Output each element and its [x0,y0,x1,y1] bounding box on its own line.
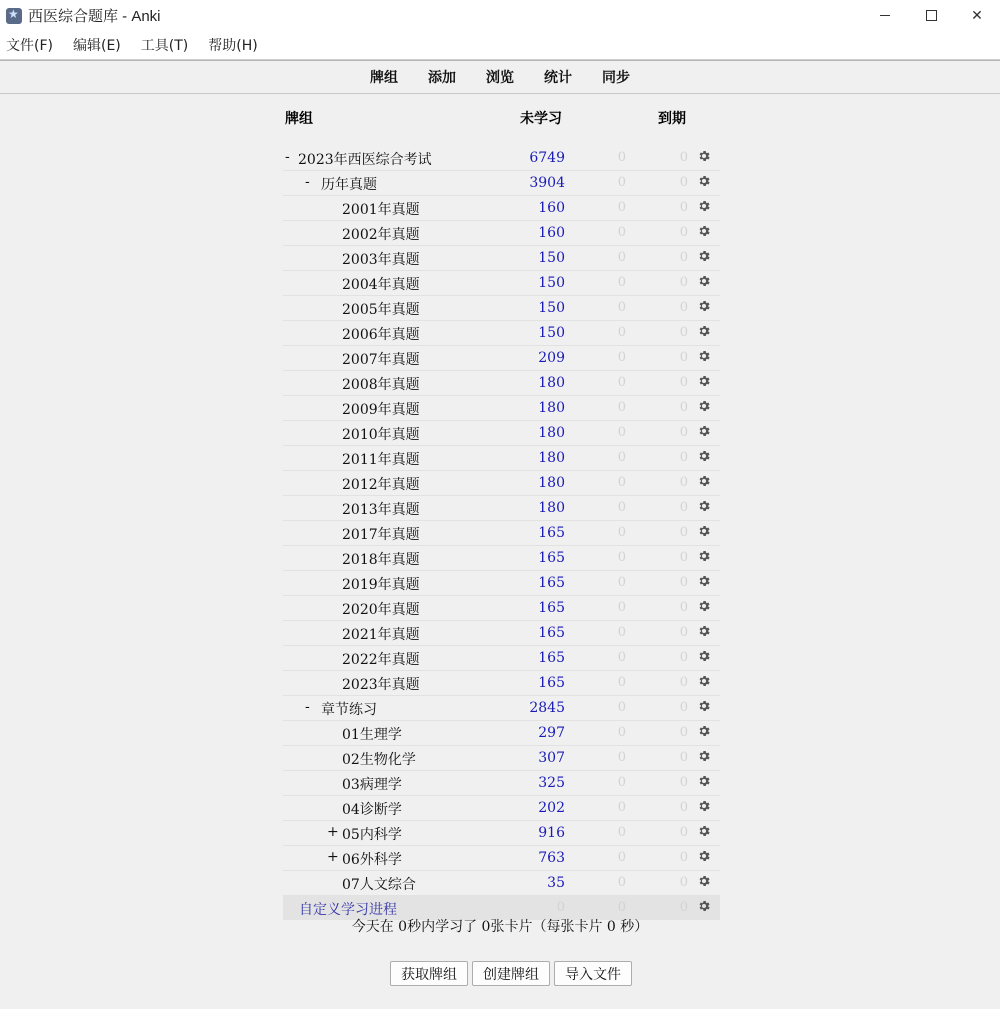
new-count: 150 [538,275,565,291]
minimize-button[interactable] [862,0,908,31]
learn-count: 0 [617,325,626,340]
deck-name-link[interactable]: 历年真题 [321,177,377,193]
deck-name-link[interactable]: 2012年真题 [342,477,420,493]
due-count: 0 [679,150,688,165]
title-bar [0,0,1000,31]
gear-icon[interactable] [696,223,712,239]
menu-edit[interactable]: 编辑(E) [72,38,121,54]
new-count: 180 [538,400,565,416]
gear-icon[interactable] [696,198,712,214]
deck-row [283,746,720,771]
deck-row [283,221,720,246]
collapse-toggle[interactable]: - [305,699,310,715]
menu-tools[interactable]: 工具(T) [140,38,189,54]
due-count: 0 [679,450,688,465]
gear-icon[interactable] [696,373,712,389]
new-count: 6749 [529,150,565,166]
gear-icon[interactable] [696,498,712,514]
learn-count: 0 [617,300,626,315]
close-button[interactable] [954,0,1000,31]
learn-count: 0 [617,825,626,840]
deck-row [283,771,720,796]
gear-icon[interactable] [696,448,712,464]
deck-list-header [283,102,720,130]
menu-bar [0,31,1000,60]
gear-icon[interactable] [696,173,712,189]
deck-row [283,471,720,496]
get-shared-decks-button[interactable]: 获取牌组 [390,961,468,986]
deck-name-link[interactable]: 02生物化学 [342,752,416,768]
due-count: 0 [679,775,688,790]
learn-count: 0 [617,400,626,415]
learn-count: 0 [617,800,626,815]
deck-row [283,146,720,171]
gear-icon[interactable] [696,298,712,314]
due-count: 0 [679,225,688,240]
header-deck: 牌组 [285,111,313,127]
new-count: 165 [538,525,565,541]
due-count: 0 [679,900,688,915]
due-count: 0 [679,275,688,290]
deck-row [283,671,720,696]
toolbar-add-link[interactable]: 添加 [428,70,456,86]
new-count: 916 [538,825,565,841]
menu-file[interactable]: 文件(F) [6,38,53,54]
new-count: 307 [538,750,565,766]
learn-count: 0 [617,150,626,165]
deck-row [283,721,720,746]
due-count: 0 [679,550,688,565]
expand-toggle[interactable]: + [327,849,339,865]
due-count: 0 [679,350,688,365]
deck-row [283,696,720,721]
new-count: 180 [538,450,565,466]
due-count: 0 [679,825,688,840]
deck-row [283,321,720,346]
deck-name-link[interactable]: 2003年真题 [342,252,420,268]
learn-count: 0 [617,900,626,915]
deck-row [283,246,720,271]
import-file-button[interactable]: 导入文件 [554,961,632,986]
learn-count: 0 [617,475,626,490]
maximize-button[interactable] [908,0,954,31]
toolbar-stats-link[interactable]: 统计 [544,70,572,86]
deck-row [283,821,720,846]
due-count: 0 [679,875,688,890]
deck-row [283,346,720,371]
learn-count: 0 [617,500,626,515]
deck-row [283,871,720,896]
due-count: 0 [679,375,688,390]
custom-study-link[interactable]: 自定义学习进程 [299,902,397,918]
gear-icon[interactable] [696,623,712,639]
new-count: 160 [538,200,565,216]
gear-icon[interactable] [696,348,712,364]
gear-icon[interactable] [696,873,712,889]
deck-name-link[interactable]: 01生理学 [342,727,402,743]
new-count: 150 [538,325,565,341]
gear-icon[interactable] [696,848,712,864]
deck-row [283,496,720,521]
new-count: 165 [538,675,565,691]
deck-name-link[interactable]: 05内科学 [342,827,402,843]
due-count: 0 [679,525,688,540]
deck-name-link[interactable]: 2004年真题 [342,277,420,293]
learn-count: 0 [617,750,626,765]
due-count: 0 [679,750,688,765]
due-count: 0 [679,400,688,415]
deck-name-link[interactable]: 2006年真题 [342,327,420,343]
learn-count: 0 [617,275,626,290]
due-count: 0 [679,250,688,265]
deck-row [283,421,720,446]
due-count: 0 [679,200,688,215]
deck-name-link[interactable]: 2019年真题 [342,577,420,593]
deck-row [283,396,720,421]
due-count: 0 [679,175,688,190]
deck-name-link[interactable]: 2021年真题 [342,627,420,643]
learn-count: 0 [617,875,626,890]
deck-name-link[interactable]: 2022年真题 [342,652,420,668]
learn-count: 0 [617,525,626,540]
learn-count: 0 [617,250,626,265]
new-count: 165 [538,550,565,566]
expand-toggle[interactable]: + [327,824,339,840]
due-count: 0 [679,575,688,590]
new-count: 180 [538,475,565,491]
study-stats-text: 今天在 0秒内学习了 0张卡片（每张卡片 0 秒） [351,919,649,935]
learn-count: 0 [617,700,626,715]
due-count: 0 [679,650,688,665]
new-count: 297 [538,725,565,741]
deck-name-link[interactable]: 2008年真题 [342,377,420,393]
deck-row [283,646,720,671]
learn-count: 0 [617,200,626,215]
menu-help[interactable]: 帮助(H) [208,38,258,54]
minimize-icon [880,15,890,16]
deck-row [283,171,720,196]
new-count: 180 [538,425,565,441]
deck-name-link[interactable]: 07人文综合 [342,877,416,893]
window-title: 西医综合题库 - Anki [28,8,161,25]
gear-icon[interactable] [696,548,712,564]
deck-name-link[interactable]: 2002年真题 [342,227,420,243]
due-count: 0 [679,725,688,740]
deck-name-link[interactable]: 2013年真题 [342,502,420,518]
deck-row [283,271,720,296]
deck-row [283,196,720,221]
learn-count: 0 [617,575,626,590]
new-count: 325 [538,775,565,791]
gear-icon[interactable] [696,248,712,264]
deck-name-link[interactable]: 06外科学 [342,852,402,868]
new-count: 165 [538,625,565,641]
learn-count: 0 [617,775,626,790]
gear-icon[interactable] [696,573,712,589]
deck-row [283,796,720,821]
new-count: 180 [538,375,565,391]
new-count: 165 [538,575,565,591]
deck-rows [283,146,720,920]
deck-row [283,846,720,871]
learn-count: 0 [617,850,626,865]
new-count: 202 [538,800,565,816]
learn-count: 0 [617,600,626,615]
learn-count: 0 [617,225,626,240]
deck-name-link[interactable]: 2011年真题 [342,452,420,468]
learn-count: 0 [617,650,626,665]
deck-row [283,546,720,571]
deck-name-link[interactable]: 章节练习 [321,702,377,718]
deck-row [283,596,720,621]
toolbar-sync-link[interactable]: 同步 [602,70,630,86]
gear-icon[interactable] [696,673,712,689]
due-count: 0 [679,800,688,815]
deck-row [283,446,720,471]
due-count: 0 [679,325,688,340]
deck-name-link[interactable]: 2023年西医综合考试 [298,152,432,168]
new-count: 3904 [529,175,565,191]
close-icon: ✕ [971,7,983,24]
gear-icon[interactable] [696,648,712,664]
deck-row [283,621,720,646]
deck-name-link[interactable]: 2017年真题 [342,527,420,543]
gear-icon[interactable] [696,473,712,489]
deck-row [283,296,720,321]
deck-name-link[interactable]: 04诊断学 [342,802,402,818]
new-count: 763 [538,850,565,866]
learn-count: 0 [617,175,626,190]
gear-icon[interactable] [696,823,712,839]
gear-icon[interactable] [696,323,712,339]
learn-count: 0 [617,550,626,565]
due-count: 0 [679,475,688,490]
maximize-icon [926,10,937,21]
deck-row [283,571,720,596]
toolbar-browse-link[interactable]: 浏览 [486,70,514,86]
window-controls [862,0,1000,31]
main-toolbar [0,60,1000,94]
gear-icon[interactable] [696,523,712,539]
gear-icon[interactable] [696,898,712,914]
deck-name-link[interactable]: 2009年真题 [342,402,420,418]
bottom-buttons [390,961,636,986]
gear-icon[interactable] [696,148,712,164]
deck-name-link[interactable]: 2018年真题 [342,552,420,568]
gear-icon[interactable] [696,723,712,739]
gear-icon[interactable] [696,698,712,714]
header-new: 未学习 [520,111,562,127]
due-count: 0 [679,850,688,865]
learn-count: 0 [617,625,626,640]
learn-count: 0 [617,425,626,440]
deck-name-link[interactable]: 2001年真题 [342,202,420,218]
deck-name-link[interactable]: 2010年真题 [342,427,420,443]
gear-icon[interactable] [696,773,712,789]
due-count: 0 [679,500,688,515]
deck-name-link[interactable]: 2007年真题 [342,352,420,368]
collapse-toggle[interactable]: - [285,149,290,165]
due-count: 0 [679,425,688,440]
gear-icon[interactable] [696,748,712,764]
gear-icon[interactable] [696,273,712,289]
header-due: 到期 [658,111,686,127]
due-count: 0 [679,700,688,715]
deck-name-link[interactable]: 2023年真题 [342,677,420,693]
new-count: 150 [538,250,565,266]
new-count: 165 [538,600,565,616]
anki-app-icon [6,8,22,24]
learn-count: 0 [617,375,626,390]
due-count: 0 [679,300,688,315]
new-count: 2845 [529,700,565,716]
new-count: 150 [538,300,565,316]
due-count: 0 [679,625,688,640]
learn-count: 0 [617,675,626,690]
gear-icon[interactable] [696,598,712,614]
new-count: 160 [538,225,565,241]
deck-row [283,371,720,396]
gear-icon[interactable] [696,798,712,814]
deck-name-link[interactable]: 2020年真题 [342,602,420,618]
new-count: 165 [538,650,565,666]
learn-count: 0 [617,450,626,465]
deck-name-link[interactable]: 03病理学 [342,777,402,793]
create-deck-button[interactable]: 创建牌组 [472,961,550,986]
learn-count: 0 [617,725,626,740]
deck-row [283,521,720,546]
learn-count: 0 [617,350,626,365]
new-count: 35 [547,875,565,891]
due-count: 0 [679,675,688,690]
toolbar-decks-link[interactable]: 牌组 [370,70,398,86]
due-count: 0 [679,600,688,615]
new-count: 0 [556,900,565,915]
gear-icon[interactable] [696,423,712,439]
new-count: 209 [538,350,565,366]
collapse-toggle[interactable]: - [305,174,310,190]
gear-icon[interactable] [696,398,712,414]
new-count: 180 [538,500,565,516]
deck-name-link[interactable]: 2005年真题 [342,302,420,318]
deck-list [283,102,720,918]
